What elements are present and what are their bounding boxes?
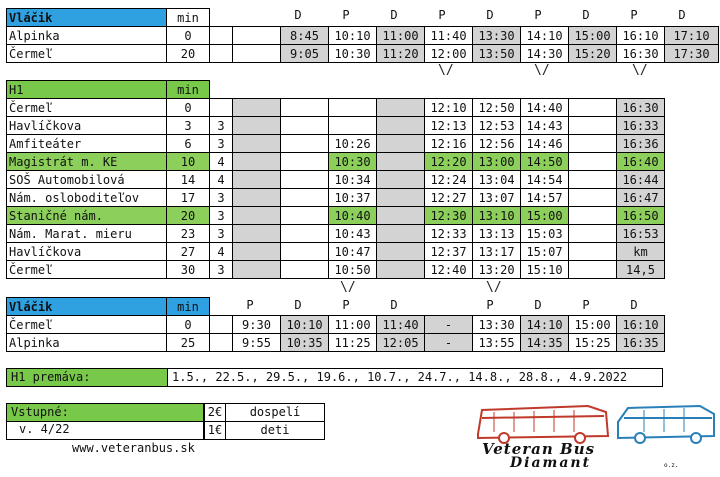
time-cell: 13:55 bbox=[473, 334, 521, 352]
time-cell bbox=[281, 171, 329, 189]
time-cell: 16:47 bbox=[617, 189, 665, 207]
time-cell bbox=[281, 207, 329, 225]
segment-min: 4 bbox=[210, 153, 233, 171]
day-type: D bbox=[678, 8, 686, 22]
empty-cell bbox=[233, 189, 281, 207]
time-cell: 10:26 bbox=[329, 135, 377, 153]
time-cell: 13:04 bbox=[473, 171, 521, 189]
stop-name: Čermeľ bbox=[7, 261, 167, 279]
day-type: P bbox=[582, 298, 590, 312]
time-cell bbox=[281, 225, 329, 243]
veteran-bus-logo bbox=[468, 392, 718, 474]
empty-cell bbox=[377, 117, 425, 135]
spacer-cell bbox=[665, 171, 719, 189]
stop-min: 20 bbox=[167, 45, 210, 63]
h1-title: H1 bbox=[7, 81, 167, 99]
table-row bbox=[7, 99, 719, 117]
version-text: v. 4/22 bbox=[19, 422, 70, 436]
empty-cell bbox=[377, 99, 425, 117]
time-cell: 15:00 bbox=[569, 316, 617, 334]
empty-cell bbox=[377, 135, 425, 153]
time-cell: 14:50 bbox=[521, 153, 569, 171]
segment-min: 3 bbox=[210, 261, 233, 279]
time-cell: 14:40 bbox=[521, 99, 569, 117]
stop-min: 25 bbox=[167, 334, 210, 352]
child-price: 1€ bbox=[204, 421, 226, 440]
time-cell: 13:00 bbox=[473, 153, 521, 171]
time-cell: 11:40 bbox=[377, 316, 425, 334]
day-type: D bbox=[534, 298, 542, 312]
spacer-cell bbox=[665, 207, 719, 225]
time-cell: 12:10 bbox=[425, 99, 473, 117]
spacer-cell bbox=[665, 243, 719, 261]
time-cell: 17:10 bbox=[665, 27, 719, 45]
time-cell: 15:07 bbox=[521, 243, 569, 261]
table-row bbox=[7, 45, 719, 63]
premava-dates: 1.5., 22.5., 29.5., 19.6., 10.7., 24.7., 14.8., 28.8., 4.9.2022 bbox=[167, 368, 663, 387]
stop-min: 27 bbox=[167, 243, 210, 261]
connection-arrow: \/ bbox=[632, 63, 648, 78]
stop-min: 23 bbox=[167, 225, 210, 243]
time-cell: 15:25 bbox=[569, 334, 617, 352]
time-cell: 13:07 bbox=[473, 189, 521, 207]
empty-cell bbox=[233, 225, 281, 243]
website-link[interactable]: www.veteranbus.sk bbox=[72, 441, 195, 455]
spacer-cell bbox=[665, 153, 719, 171]
h1-min-header: min bbox=[167, 81, 210, 99]
time-cell: 16:53 bbox=[617, 225, 665, 243]
time-cell: 12:05 bbox=[377, 334, 425, 352]
time-cell: 10:50 bbox=[329, 261, 377, 279]
segment-min: 4 bbox=[210, 243, 233, 261]
stop-min: 30 bbox=[167, 261, 210, 279]
time-cell: 12:40 bbox=[425, 261, 473, 279]
empty-cell bbox=[569, 189, 617, 207]
spacer-cell bbox=[665, 225, 719, 243]
time-cell: 10:34 bbox=[329, 171, 377, 189]
time-cell: 12:20 bbox=[425, 153, 473, 171]
stop-min: 20 bbox=[167, 207, 210, 225]
empty-cell bbox=[569, 135, 617, 153]
spacer-cell bbox=[665, 117, 719, 135]
time-cell: - bbox=[425, 334, 473, 352]
empty-cell bbox=[233, 99, 281, 117]
day-type: P bbox=[342, 298, 350, 312]
time-cell: 13:30 bbox=[473, 27, 521, 45]
time-cell: 16:40 bbox=[617, 153, 665, 171]
stop-name: Alpinka bbox=[7, 334, 167, 352]
day-type: D bbox=[486, 8, 494, 22]
table-row bbox=[7, 153, 719, 171]
stop-name: SOŠ Automobilová bbox=[7, 171, 167, 189]
empty-cell bbox=[377, 225, 425, 243]
time-cell: 10:43 bbox=[329, 225, 377, 243]
time-cell: 12:33 bbox=[425, 225, 473, 243]
bus-illustration-icon bbox=[468, 392, 718, 474]
h1-timetable bbox=[6, 80, 719, 279]
time-cell: 12:37 bbox=[425, 243, 473, 261]
time-cell: 15:10 bbox=[521, 261, 569, 279]
empty-cell bbox=[233, 171, 281, 189]
bottom-timetable bbox=[6, 297, 719, 352]
time-cell: 11:00 bbox=[377, 27, 425, 45]
segment-min bbox=[210, 99, 233, 117]
segment-min: 3 bbox=[210, 117, 233, 135]
time-cell: 12:13 bbox=[425, 117, 473, 135]
spacer-cell bbox=[665, 261, 719, 279]
table-row bbox=[7, 261, 719, 279]
connection-arrow: \/ bbox=[340, 280, 356, 295]
empty-cell bbox=[569, 243, 617, 261]
day-type: P bbox=[486, 298, 494, 312]
spacer-cell bbox=[665, 189, 719, 207]
time-cell: 10:37 bbox=[329, 189, 377, 207]
time-cell: 10:35 bbox=[281, 334, 329, 352]
time-cell: 12:50 bbox=[473, 99, 521, 117]
connection-arrow: \/ bbox=[438, 63, 454, 78]
time-cell: 13:10 bbox=[473, 207, 521, 225]
stop-min: 14 bbox=[167, 171, 210, 189]
time-cell: 14:30 bbox=[521, 45, 569, 63]
time-cell: 17:30 bbox=[665, 45, 719, 63]
top-min-header: min bbox=[167, 9, 210, 27]
adult-label: dospelí bbox=[225, 403, 325, 422]
top-timetable bbox=[6, 8, 719, 63]
day-type: D bbox=[582, 8, 590, 22]
time-cell: 10:30 bbox=[329, 45, 377, 63]
spacer-cell bbox=[665, 135, 719, 153]
table-row bbox=[7, 27, 719, 45]
time-cell: 16:50 bbox=[617, 207, 665, 225]
time-cell: 16:10 bbox=[617, 27, 665, 45]
stop-name: Amfiteáter bbox=[7, 135, 167, 153]
time-cell bbox=[281, 261, 329, 279]
time-cell: 13:13 bbox=[473, 225, 521, 243]
stop-name: Havlíčkova bbox=[7, 117, 167, 135]
time-cell: 12:24 bbox=[425, 171, 473, 189]
empty-cell bbox=[569, 99, 617, 117]
logo-text-1: Veteran Bus bbox=[482, 440, 596, 458]
empty-cell bbox=[377, 189, 425, 207]
day-type: P bbox=[342, 8, 350, 22]
table-row bbox=[7, 117, 719, 135]
empty-cell bbox=[233, 207, 281, 225]
time-cell: 11:20 bbox=[377, 45, 425, 63]
day-type: P bbox=[534, 8, 542, 22]
empty-cell bbox=[569, 207, 617, 225]
stop-min: 0 bbox=[167, 27, 210, 45]
empty-cell bbox=[377, 261, 425, 279]
stop-name: Alpinka bbox=[7, 27, 167, 45]
time-cell: 15:20 bbox=[569, 45, 617, 63]
time-cell: 12:00 bbox=[425, 45, 473, 63]
time-cell: 9:05 bbox=[281, 45, 329, 63]
time-cell: 13:50 bbox=[473, 45, 521, 63]
time-cell bbox=[281, 117, 329, 135]
time-cell bbox=[329, 117, 377, 135]
time-cell: 10:40 bbox=[329, 207, 377, 225]
connection-arrow: \/ bbox=[534, 63, 550, 78]
time-cell: 15:03 bbox=[521, 225, 569, 243]
table-row bbox=[7, 334, 719, 352]
time-cell: 9:55 bbox=[233, 334, 281, 352]
empty-cell bbox=[233, 153, 281, 171]
empty-cell bbox=[377, 243, 425, 261]
table-row bbox=[7, 189, 719, 207]
time-cell: 14:35 bbox=[521, 334, 569, 352]
fares-label: Vstupné: bbox=[6, 403, 204, 422]
day-type: D bbox=[390, 8, 398, 22]
time-cell: 14:10 bbox=[521, 27, 569, 45]
stop-min: 0 bbox=[167, 99, 210, 117]
time-cell: - bbox=[425, 316, 473, 334]
table-row bbox=[7, 316, 719, 334]
table-row bbox=[7, 171, 719, 189]
time-cell: 14:10 bbox=[521, 316, 569, 334]
stop-name: Čermeľ bbox=[7, 45, 167, 63]
logo-suffix: o.z. bbox=[664, 462, 679, 469]
time-cell: 9:30 bbox=[233, 316, 281, 334]
bottom-min-header: min bbox=[167, 298, 210, 316]
premava-label: H1 premáva: bbox=[6, 368, 168, 387]
time-cell bbox=[329, 99, 377, 117]
time-cell bbox=[281, 99, 329, 117]
day-type: D bbox=[294, 8, 302, 22]
time-cell: 11:25 bbox=[329, 334, 377, 352]
time-cell: 16:10 bbox=[617, 316, 665, 334]
time-cell bbox=[281, 135, 329, 153]
empty-cell bbox=[233, 117, 281, 135]
stop-name: Havlíčkova bbox=[7, 243, 167, 261]
day-type: D bbox=[390, 298, 398, 312]
connection-arrow: \/ bbox=[486, 280, 502, 295]
empty-cell bbox=[569, 153, 617, 171]
child-label: deti bbox=[225, 421, 325, 440]
segment-min: 3 bbox=[210, 135, 233, 153]
segment-min: 4 bbox=[210, 171, 233, 189]
time-cell: 10:30 bbox=[329, 153, 377, 171]
time-cell: 14,5 bbox=[617, 261, 665, 279]
time-cell: 11:00 bbox=[329, 316, 377, 334]
segment-min: 3 bbox=[210, 189, 233, 207]
stop-name: Čermeľ bbox=[7, 99, 167, 117]
empty-cell bbox=[233, 243, 281, 261]
time-cell: 14:46 bbox=[521, 135, 569, 153]
time-cell bbox=[281, 153, 329, 171]
empty-cell bbox=[233, 261, 281, 279]
stop-min: 0 bbox=[167, 316, 210, 334]
fares-version-box bbox=[6, 421, 204, 440]
time-cell bbox=[281, 189, 329, 207]
stop-name: Magistrát m. KE bbox=[7, 153, 167, 171]
time-cell: 16:30 bbox=[617, 45, 665, 63]
empty-cell bbox=[233, 135, 281, 153]
stop-min: 17 bbox=[167, 189, 210, 207]
time-cell: 12:16 bbox=[425, 135, 473, 153]
table-row bbox=[7, 135, 719, 153]
time-cell: 11:40 bbox=[425, 27, 473, 45]
day-type: D bbox=[630, 298, 638, 312]
stop-name: Nám. osloboditeľov bbox=[7, 189, 167, 207]
time-cell: 10:10 bbox=[329, 27, 377, 45]
time-cell: 10:47 bbox=[329, 243, 377, 261]
time-cell: 16:44 bbox=[617, 171, 665, 189]
segment-min: 3 bbox=[210, 225, 233, 243]
time-cell: 13:17 bbox=[473, 243, 521, 261]
time-cell: 14:54 bbox=[521, 171, 569, 189]
time-cell: 12:30 bbox=[425, 207, 473, 225]
empty-cell bbox=[377, 171, 425, 189]
stop-min: 3 bbox=[167, 117, 210, 135]
bottom-title: Vláčik bbox=[7, 298, 167, 316]
segment-min: 3 bbox=[210, 207, 233, 225]
time-cell: 12:27 bbox=[425, 189, 473, 207]
time-cell: 13:20 bbox=[473, 261, 521, 279]
day-type: P bbox=[246, 298, 254, 312]
table-row bbox=[7, 243, 719, 261]
time-cell: 14:43 bbox=[521, 117, 569, 135]
stop-min: 10 bbox=[167, 153, 210, 171]
time-cell: 12:53 bbox=[473, 117, 521, 135]
time-cell: km bbox=[617, 243, 665, 261]
stop-name: Staničné nám. bbox=[7, 207, 167, 225]
empty-cell bbox=[377, 153, 425, 171]
time-cell: 14:57 bbox=[521, 189, 569, 207]
stop-name: Čermeľ bbox=[7, 316, 167, 334]
time-cell: 16:30 bbox=[617, 99, 665, 117]
time-cell: 16:35 bbox=[617, 334, 665, 352]
time-cell: 8:45 bbox=[281, 27, 329, 45]
top-title: Vláčik bbox=[7, 9, 167, 27]
empty-cell bbox=[569, 171, 617, 189]
day-type: D bbox=[294, 298, 302, 312]
time-cell bbox=[281, 243, 329, 261]
stop-min: 6 bbox=[167, 135, 210, 153]
time-cell: 10:10 bbox=[281, 316, 329, 334]
time-cell: 12:56 bbox=[473, 135, 521, 153]
table-row bbox=[7, 225, 719, 243]
logo-text-2: Diamant bbox=[510, 455, 592, 471]
stop-name: Nám. Marat. mieru bbox=[7, 225, 167, 243]
empty-cell bbox=[377, 207, 425, 225]
day-type: P bbox=[438, 8, 446, 22]
empty-cell bbox=[569, 225, 617, 243]
time-cell: 16:36 bbox=[617, 135, 665, 153]
day-type: P bbox=[630, 8, 638, 22]
time-cell: 15:00 bbox=[569, 27, 617, 45]
time-cell: 16:33 bbox=[617, 117, 665, 135]
table-row bbox=[7, 207, 719, 225]
adult-price: 2€ bbox=[204, 403, 226, 422]
spacer-cell bbox=[665, 99, 719, 117]
empty-cell bbox=[569, 261, 617, 279]
time-cell: 15:00 bbox=[521, 207, 569, 225]
empty-cell bbox=[569, 117, 617, 135]
time-cell: 13:30 bbox=[473, 316, 521, 334]
